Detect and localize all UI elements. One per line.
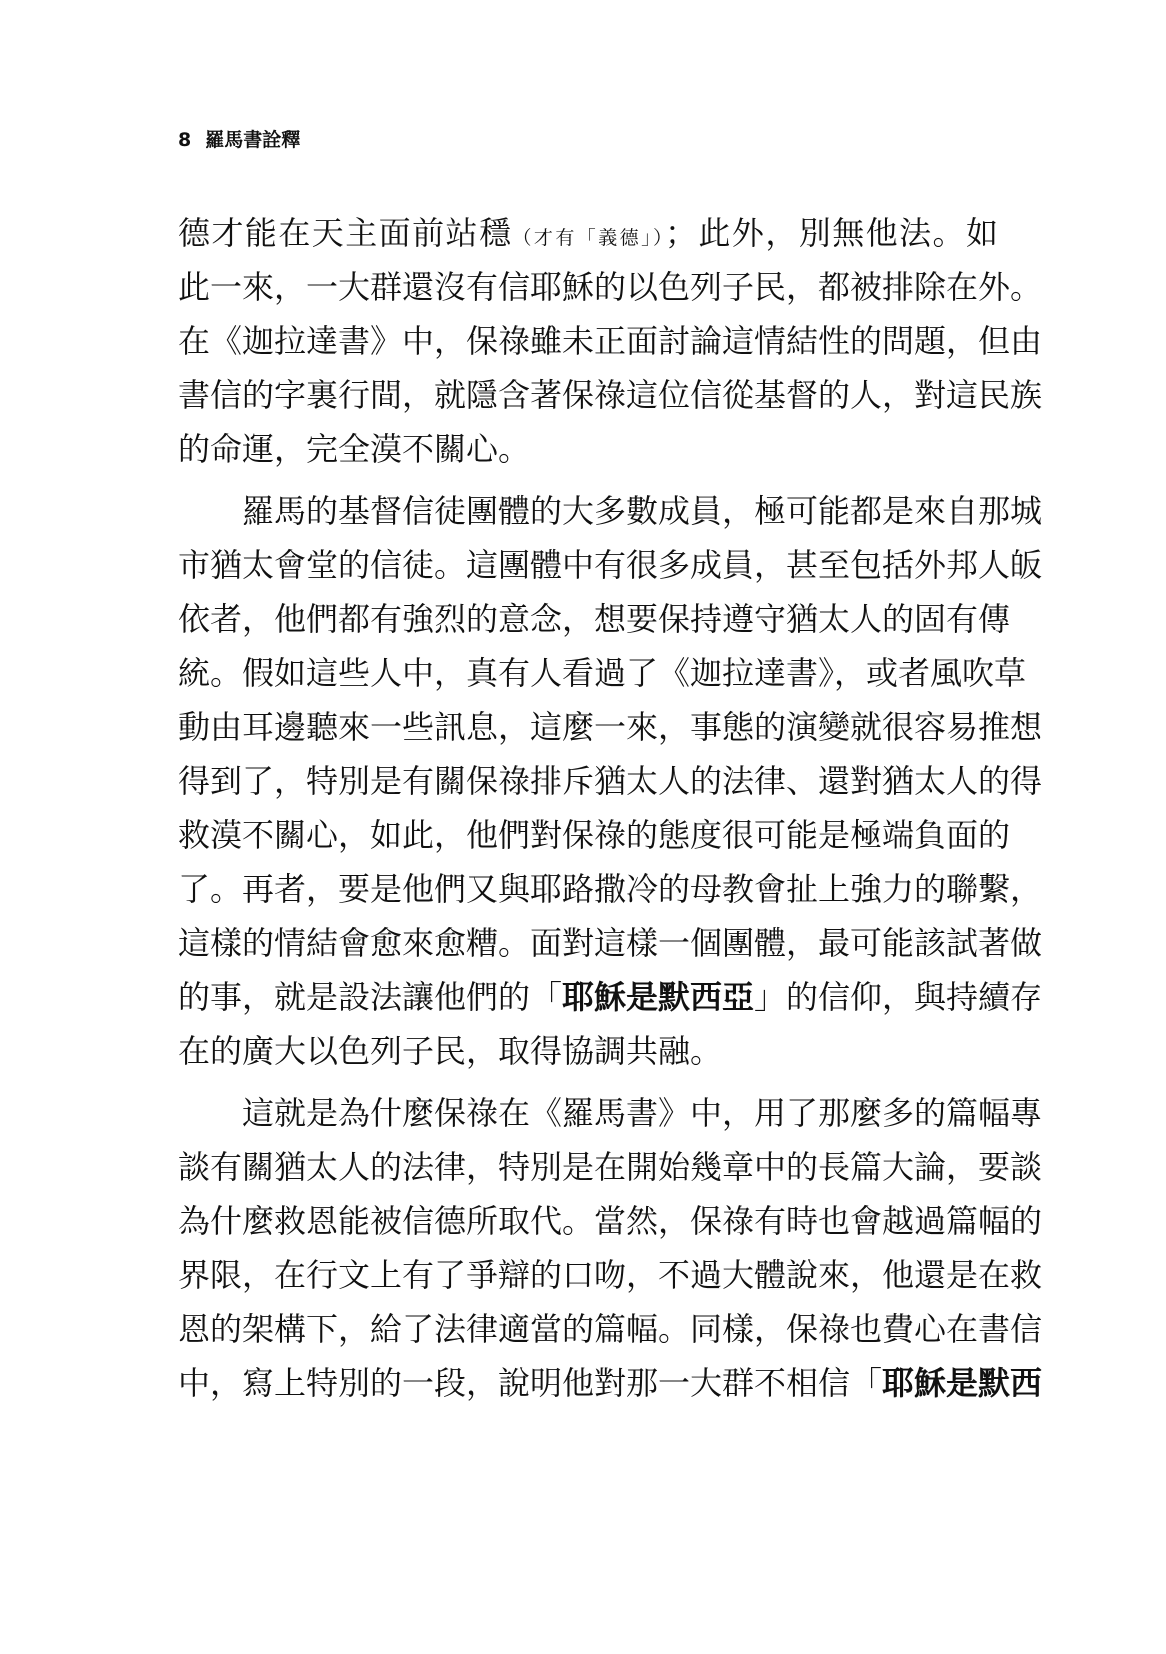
text-line: 得到了，特別是有關保祿排斥猶太人的法律、還對猶太人的得	[178, 762, 1043, 800]
text-segment: 的事，就是設法讓他們的「	[178, 978, 563, 1016]
text-line: 此一來，一大群還沒有信耶穌的以色列子民，都被排除在外。	[178, 268, 1043, 306]
text-line: 救漠不關心，如此，他們對保祿的態度很可能是極端負面的	[178, 816, 1011, 854]
text-line: 這就是為什麼保祿在《羅馬書》中，用了那麼多的篇幅專	[242, 1094, 1043, 1132]
text-segment: ；此外，別無他法。如	[664, 214, 998, 252]
text-line: 的命運，完全漠不關心。	[178, 430, 531, 468]
text-line	[178, 970, 1043, 1024]
text-line: 恩的架構下，給了法律適當的篇幅。同樣，保祿也費心在書信	[178, 1310, 1043, 1348]
text-line: 在《迦拉達書》中，保祿雖未正面討論這情結性的問題，但由	[178, 322, 1043, 360]
text-line: 這樣的情結會愈來愈糟。面對這樣一個團體，最可能該試著做	[178, 924, 1043, 962]
paragraph	[178, 1086, 1043, 1410]
inline-note: （才有「義德」）	[512, 227, 665, 249]
text-line: 在的廣大以色列子民，取得協調共融。	[178, 1032, 723, 1070]
text-segment: 中，寫上特別的一段，說明他對那一大群不相信「	[178, 1364, 883, 1402]
paragraph	[178, 484, 1043, 1078]
text-line: 羅馬的基督信徒團體的大多數成員，極可能都是來自那城	[242, 492, 1043, 530]
text-line	[178, 206, 998, 260]
text-line: 書信的字裏行間，就隱含著保祿這位信從基督的人，對這民族	[178, 376, 1043, 414]
text-segment: 德才能在天主面前站穩	[178, 214, 513, 252]
running-header	[178, 128, 300, 152]
bold-phrase: 耶穌是默西	[882, 1364, 1043, 1402]
running-title: 羅馬書詮釋	[205, 129, 301, 151]
text-line: 動由耳邊聽來一些訊息，這麼一來，事態的演變就很容易推想	[178, 708, 1043, 746]
page-number: 8	[178, 129, 192, 151]
text-line: 界限，在行文上有了爭辯的口吻，不過大體說來，他還是在救	[178, 1256, 1043, 1294]
bold-phrase: 耶穌是默西亞	[562, 978, 755, 1016]
body-text	[178, 206, 1043, 1418]
text-line	[178, 1356, 1043, 1410]
text-line: 市猶太會堂的信徒。這團體中有很多成員，甚至包括外邦人皈	[178, 546, 1043, 584]
text-line: 依者，他們都有強烈的意念，想要保持遵守猶太人的固有傳	[178, 600, 1011, 638]
text-line: 談有關猶太人的法律，特別是在開始幾章中的長篇大論，要談	[178, 1148, 1043, 1186]
text-line: 了。再者，要是他們又與耶路撒冷的母教會扯上強力的聯繫，	[178, 870, 1043, 908]
paragraph	[178, 206, 1043, 476]
text-line: 為什麼救恩能被信德所取代。當然，保祿有時也會越過篇幅的	[178, 1202, 1043, 1240]
text-segment: 」的信仰，與持續存	[754, 978, 1043, 1016]
text-line: 統。假如這些人中，真有人看過了《迦拉達書》，或者風吹草	[178, 654, 1027, 692]
